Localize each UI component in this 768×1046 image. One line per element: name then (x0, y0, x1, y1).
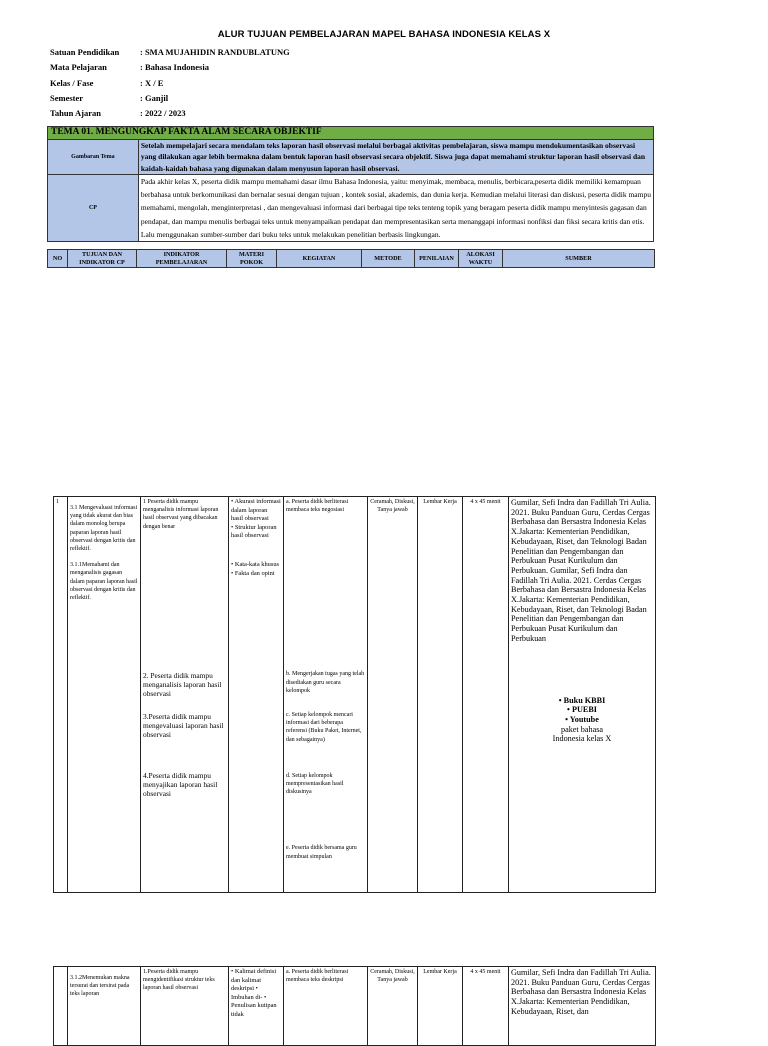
row-no: 1 (54, 497, 68, 893)
kegiatan-b: b. Mengerjakan tugas yang telah disediakan guru secara kelompok (286, 671, 365, 694)
meta-value: : SMA MUJAHIDIN RANDUBLATUNG (140, 47, 290, 57)
meta-row-mapel (50, 62, 440, 77)
materi-fakta-opini: • Fakta dan opini (231, 569, 275, 577)
header-sumber: SUMBER (503, 250, 655, 268)
indikator-cell (141, 497, 229, 893)
tujuan-a: 3.1 Mengevaluasi informasi yang tidak akurat dan bias dalam monolog berupa paparan laporan hasil observasi dengan kritis dan reflektif. (70, 505, 138, 553)
sumber-item: • PUEBI (567, 705, 597, 715)
header-materi: MATERI POKOK (227, 250, 277, 268)
penilaian-cell: Lembar Kerja (418, 497, 463, 893)
materi-kata-khusus: • Kata-kata khusus (231, 560, 280, 568)
meta-value: : X / E (140, 77, 164, 88)
kegiatan-cell: a. Peserta didik berliterasi membaca teks deskripsi (284, 967, 368, 1046)
alokasi-cell: 4 x 45 menit (463, 967, 509, 1046)
sumber-text: Gumilar, Sefi Indra dan Fadillah Tri Aulia. 2021. Buku Panduan Guru, Cerdas Cergas Berbahasa dan Bersastra Indonesia Kelas X.Jakarta: Kementerian Pendidikan, Kebudayaan, Riset, dan Teknologi Badan Penelitian dan Pengembangan dan Perbukuan Pusat Kurikulum dan Perbukuan. Gumilar, Sefi Indra dan Fadillah Tri Aulia. 2021. Cerdas Cergas Berbahasa dan Bersastra Indonesia Kelas X.Jakarta: Kementerian Pendidikan, Kebudayaan, Riset, dan Teknologi Badan Penelitian dan Pengembangan dan Perbukuan Pusat Kurikulum dan Perbukuan (511, 498, 651, 643)
tema-title-row (48, 127, 654, 140)
materi-akurasi: • Akurasi informasi dalam laporan hasil observasi (231, 498, 281, 523)
meta-value: : Bahasa Indonesia (140, 62, 209, 73)
indikator-4: 4.Peserta didik mampu menyajikan laporan hasil observasi (143, 770, 218, 798)
gambaran-text: Setelah mempelajari secara mendalam teks laporan hasil observasi melalui berbagai aktivitas pembelajaran, siswa mampu mendokumentasikan observasi yang dilakukan agar lebih bermakna dalam bentuk laporan hasil observasi secara objektif. Siswa juga dapat memahami struktur laporan hasil observasi dan kaidah-kaidah bahasa yang digunakan dalam menyusun laporan hasil observasi. (138, 140, 653, 175)
meta-label: Tahun Ajaran (50, 108, 101, 119)
cp-text: Pada akhir kelas X, peserta didik mampu memahami dasar ilmu Bahasa Indonesia, yaitu: menyimak, membaca, menulis, berbicara,peserta didik memiliki kemampuan berbahasa untuk berkomunikasi dan bernalar sesuai dengan tujuan , kontek sosial, akademis, dan dunia kerja. Kemudian melalui literasi dan diskusi, peserta didik mampu memahami, mengolah, menginterpretasi , dan mengevaluasi informasi dari berbagai tipe teks tenteng topik yang beragam peserta didik mampu menyintesis gagasan dan pendapat, dan mampu menulis berbagai teks untuk menyampaikan pendapat dan mempresentasikan serta menanggapi informasi nonfiksi dan fiksi secara kritis dan etis. Lalu menggunakan sumber-sumber dari buku teks untuk melakukan penelitian berbasis lingkungan. (138, 175, 653, 242)
content-table-row-1 (53, 496, 656, 893)
document-title: ALUR TUJUAN PEMBELAJARAN MAPEL BAHASA INDONESIA KELAS X (217, 29, 551, 40)
meta-row-tahun (50, 108, 440, 123)
header-table (47, 249, 655, 268)
indikator-1: 1 Peserta didik mampu menganalisis informasi laporan hasil observasi yang dibacakan dengan benar (143, 499, 219, 530)
materi-cell: • Kalimat definisi dan kalimat deskripsi • Imbuhan di- • Penulisan kutipan tidak (229, 967, 284, 1046)
meta-row-satuan (50, 47, 440, 62)
table-row (54, 497, 656, 893)
header-no: NO (48, 250, 68, 268)
header-indikator: INDIKATOR PEMBELAJARAN (137, 250, 227, 268)
kegiatan-c: c. Setiap kelompok mencari informasi dari beberapa referensi (Buku Paket, Internet, dan sebagainya) (286, 712, 362, 743)
kegiatan-d: d. Setiap kelompok mempresentasikan hasil diskusinya (286, 772, 344, 796)
indikator-3: 3.Peserta didik mampu mengevaluasi laporan hasil observasi (143, 711, 224, 739)
tujuan-cell (68, 497, 141, 893)
materi-cell (229, 497, 284, 893)
kegiatan-a: a. Peserta didik berliterasi membaca teks negosiasi (286, 499, 349, 514)
sumber-item: • Buku KBBI (558, 695, 606, 705)
meta-label: Mata Pelajaran (50, 62, 107, 73)
sumber-cell: Gumilar, Sefi Indra dan Fadillah Tri Aulia. 2021. Buku Panduan Guru, Cerdas Cergas Berbahasa dan Bersastra Indonesia Kelas X.Jakarta: Kementerian Pendidikan, Kebudayaan, Riset, dan (509, 967, 656, 1046)
penilaian-cell: Lembar Kerja (418, 967, 463, 1046)
indikator-cell: 1.Peserta didik mampu mengidentifikasi struktur teks laporan hasil observasi (141, 967, 229, 1046)
meta-value: : Ganjil (140, 92, 169, 103)
sumber-tail: paket bahasa Indonesia kelas X (552, 724, 612, 744)
cp-label: CP (48, 175, 139, 242)
header-kegiatan: KEGIATAN (277, 250, 362, 268)
sumber-cell (509, 497, 656, 893)
meta-label: Satuan Pendidikan (50, 47, 120, 57)
tujuan-text: 3.1.2Menemukan makna tersurat dan tersirat pada teks laporan (70, 975, 130, 998)
alokasi-cell: 4 x 45 menit (463, 497, 509, 893)
kegiatan-e: e. Peserta didik bersama guru membuat simpulan (286, 845, 357, 860)
header-metode: METODE (362, 250, 415, 268)
column-header-row (48, 250, 655, 268)
header-tujuan: TUJUAN DAN INDIKATOR CP (68, 250, 137, 268)
metode-cell: Ceramah, Diskusi, Tanya jawab (368, 497, 418, 893)
meta-label: Semester (50, 92, 84, 103)
meta-block (50, 47, 440, 123)
materi-struktur: • Struktur laporan hasil observasi (231, 523, 277, 540)
table-row (54, 967, 656, 1046)
sumber-list (511, 696, 653, 745)
metode-cell: Ceramah, Diskusi, Tanya jawab (368, 967, 418, 1046)
tujuan-b: 3.1.1Memahami dan menganalisis gagasan dalam paparan laporan hasil observasi dengan kritis dan reflektif. (70, 562, 138, 602)
gambaran-row (48, 140, 654, 175)
meta-label: Kelas / Fase (50, 77, 94, 88)
row-no (54, 967, 68, 1046)
indikator-2: 2. Peserta didik mampu menganalisis laporan hasil observasi (143, 670, 222, 698)
meta-row-kelas (50, 78, 440, 93)
sumber-item: • Youtube (565, 714, 599, 724)
tujuan-cell (68, 967, 141, 1046)
kegiatan-cell (284, 497, 368, 893)
header-penilaian: PENILAIAN (415, 250, 459, 268)
header-alokasi: ALOKASI WAKTU (459, 250, 503, 268)
tema-table (47, 126, 654, 242)
tema-title: TEMA 01. MENGUNGKAP FAKTA ALAM SECARA OBJEKTIF (48, 127, 654, 140)
content-table-row-2 (53, 966, 656, 1046)
gambaran-label: Gambaran Tema (48, 140, 139, 175)
meta-row-semester (50, 93, 440, 108)
cp-row (48, 175, 654, 242)
meta-value: : 2022 / 2023 (140, 108, 186, 119)
